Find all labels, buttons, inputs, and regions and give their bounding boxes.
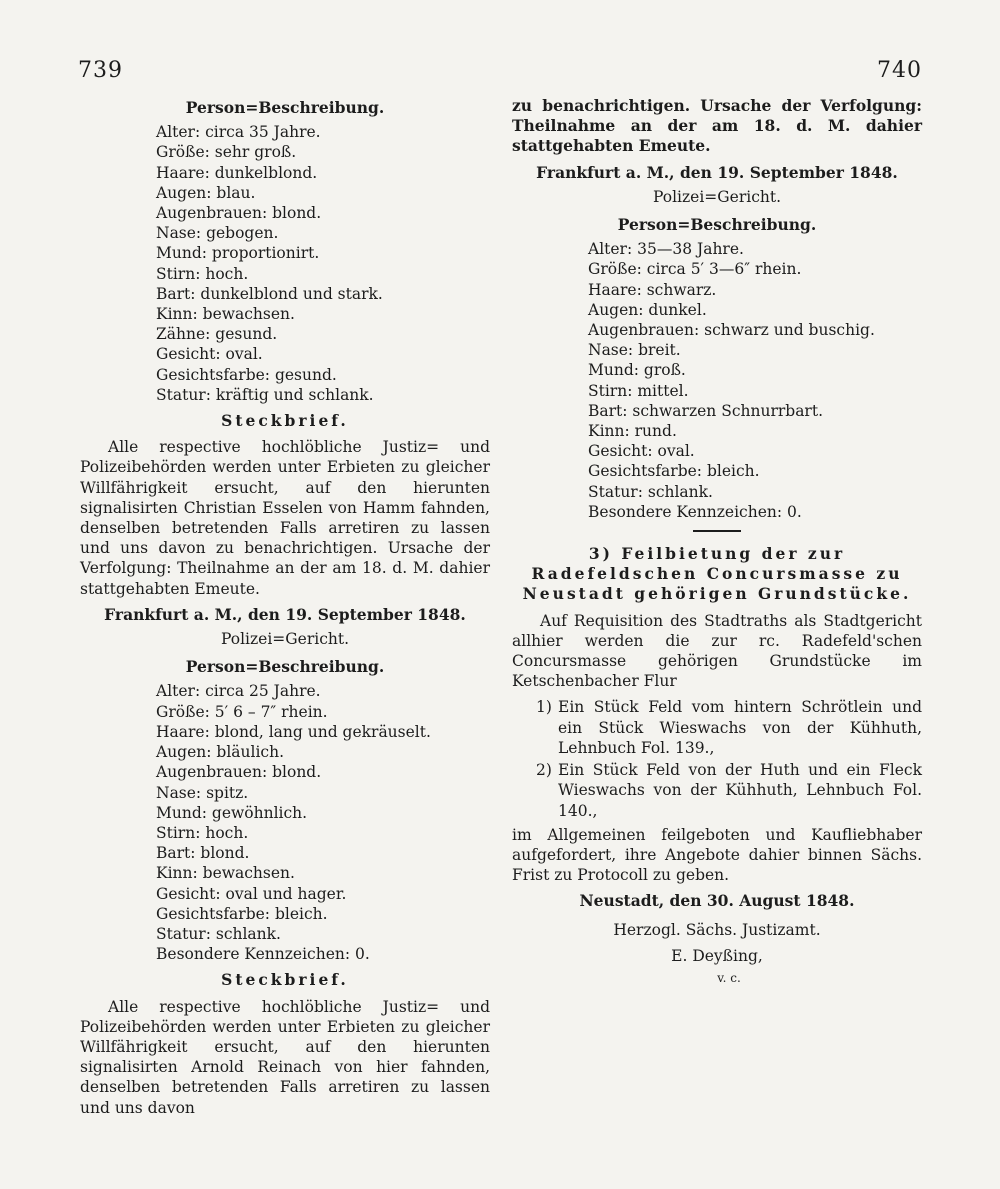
description-item: Größe: circa 5′ 3—6″ rhein. <box>588 260 802 279</box>
steckbrief-title: Steckbrief. <box>221 970 349 990</box>
description-item: Stirn: mittel. <box>588 381 689 400</box>
dateline: Frankfurt a. M., den 19. September 1848. <box>104 604 466 624</box>
section-intro: Auf Requisition des Stadtraths als Stadtgericht allhier werden die zur rc. Radefeld'schen Concursmasse gehörigen Grundstücke im Ketschenbacher Flur <box>512 611 922 691</box>
person-description-list <box>512 239 922 522</box>
description-item: Besondere Kennzeichen: 0. <box>588 502 802 521</box>
description-item: Gesicht: oval. <box>588 442 695 461</box>
description-item: Augen: dunkel. <box>588 300 707 319</box>
authority-name: Polizei=Gericht. <box>652 187 782 206</box>
person-description-heading: Person=Beschreibung. <box>185 657 385 677</box>
steckbrief-text: Alle respective hochlöbliche Justiz= und Polizeibehörden werden unter Erbieten zu gleicher Willfährigkeit ersucht, auf den hierunten signalisirten Christian Esselen von Hamm fahnden, denselben betretenden Falls arretiren zu lassen und uns davon zu benachrichtigen. Ursache der Verfolgung: Theilnahme an der am 18. d. M. dahier stattgehabten Emeute. <box>80 438 490 598</box>
description-item: Haare: dunkelblond. <box>156 163 318 182</box>
description-item: Alter: circa 25 Jahre. <box>156 682 321 701</box>
description-item: Statur: schlank. <box>588 482 713 501</box>
description-item: Kinn: bewachsen. <box>156 864 295 883</box>
right-column <box>512 96 922 988</box>
description-item: Bart: blond. <box>156 844 250 863</box>
description-item: Augenbrauen: blond. <box>156 204 322 223</box>
person-description-list <box>80 681 490 964</box>
description-item: Gesichtsfarbe: bleich. <box>156 904 328 923</box>
description-item: Mund: gewöhnlich. <box>156 803 308 822</box>
description-item: Statur: kräftig und schlank. <box>156 385 374 404</box>
authority-name: Polizei=Gericht. <box>220 630 350 649</box>
section-outro: im Allgemeinen feilgeboten und Kaufliebhaber aufgefordert, ihre Angebote dahier binnen Sächs. Frist zu Protocoll zu geben. <box>512 825 922 885</box>
person-description-heading: Person=Beschreibung. <box>617 215 817 235</box>
description-item: Nase: gebogen. <box>156 224 279 243</box>
property-list <box>512 697 922 820</box>
description-item: Alter: 35—38 Jahre. <box>588 240 744 259</box>
continuation-text: zu benachrichtigen. Ursache der Verfolgung: Theilnahme an der am 18. d. M. dahier stattgehabten Emeute. <box>512 96 922 156</box>
description-item: Haare: blond, lang und gekräuselt. <box>156 722 431 741</box>
person-description-list <box>80 122 490 405</box>
list-item-text: Ein Stück Feld von der Huth und ein Fleck Wieswachs von der Kühhuth, Lehnbuch Fol. 140., <box>558 761 922 820</box>
description-item: Bart: schwarzen Schnurrbart. <box>588 401 823 420</box>
steckbrief-text: Alle respective hochlöbliche Justiz= und Polizeibehörden werden unter Erbieten zu gleicher Willfährigkeit ersucht, auf den hierunten signalisirten Arnold Reinach von hier fahnden, denselben betretenden Falls arretiren zu lassen und uns davon <box>80 997 490 1117</box>
description-item: Nase: spitz. <box>156 783 249 802</box>
list-item <box>536 697 922 758</box>
description-item: Gesicht: oval und hager. <box>156 884 347 903</box>
page-number-right: 740 <box>877 58 922 83</box>
list-item <box>536 760 922 821</box>
steckbrief-title: Steckbrief. <box>221 411 349 431</box>
signature-suffix: v. c. <box>717 970 741 985</box>
description-item: Haare: schwarz. <box>588 280 717 299</box>
description-item: Größe: 5′ 6 – 7″ rhein. <box>156 702 328 721</box>
description-item: Gesichtsfarbe: bleich. <box>588 462 760 481</box>
authority-name: Herzogl. Sächs. Justizamt. <box>613 920 821 939</box>
dateline: Frankfurt a. M., den 19. September 1848. <box>536 162 898 182</box>
description-item: Bart: dunkelblond und stark. <box>156 284 383 303</box>
description-item: Augenbrauen: blond. <box>156 763 322 782</box>
description-item: Kinn: rund. <box>588 422 677 441</box>
description-item: Kinn: bewachsen. <box>156 305 295 324</box>
description-item: Mund: proportionirt. <box>156 244 320 263</box>
description-item: Besondere Kennzeichen: 0. <box>156 945 370 964</box>
description-item: Mund: groß. <box>588 361 686 380</box>
list-marker: 1) <box>536 698 552 717</box>
signature: E. Deyßing, <box>671 946 763 965</box>
description-item: Stirn: hoch. <box>156 823 249 842</box>
left-column <box>80 96 490 1124</box>
description-item: Zähne: gesund. <box>156 325 278 344</box>
description-item: Größe: sehr groß. <box>156 143 297 162</box>
description-item: Gesicht: oval. <box>156 345 263 364</box>
section-divider <box>693 530 741 532</box>
description-item: Alter: circa 35 Jahre. <box>156 123 321 142</box>
page-number-left: 739 <box>78 58 123 83</box>
dateline: Neustadt, den 30. August 1848. <box>579 891 855 911</box>
description-item: Gesichtsfarbe: gesund. <box>156 365 337 384</box>
person-description-heading: Person=Beschreibung. <box>185 98 385 117</box>
description-item: Nase: breit. <box>588 341 681 360</box>
list-marker: 2) <box>536 761 552 780</box>
description-item: Stirn: hoch. <box>156 264 249 283</box>
description-item: Augen: blau. <box>156 183 256 202</box>
description-item: Augen: bläulich. <box>156 743 285 762</box>
list-item-text: Ein Stück Feld vom hintern Schrötlein und ein Stück Wieswachs von der Kühhuth, Lehnbuch Fol. 139., <box>558 698 922 757</box>
description-item: Augenbrauen: schwarz und buschig. <box>588 321 875 340</box>
section-title: 3) Feilbietung der zur Radefeldschen Concursmasse zu Neustadt gehörigen Grundstücke. <box>522 544 912 604</box>
description-item: Statur: schlank. <box>156 924 281 943</box>
